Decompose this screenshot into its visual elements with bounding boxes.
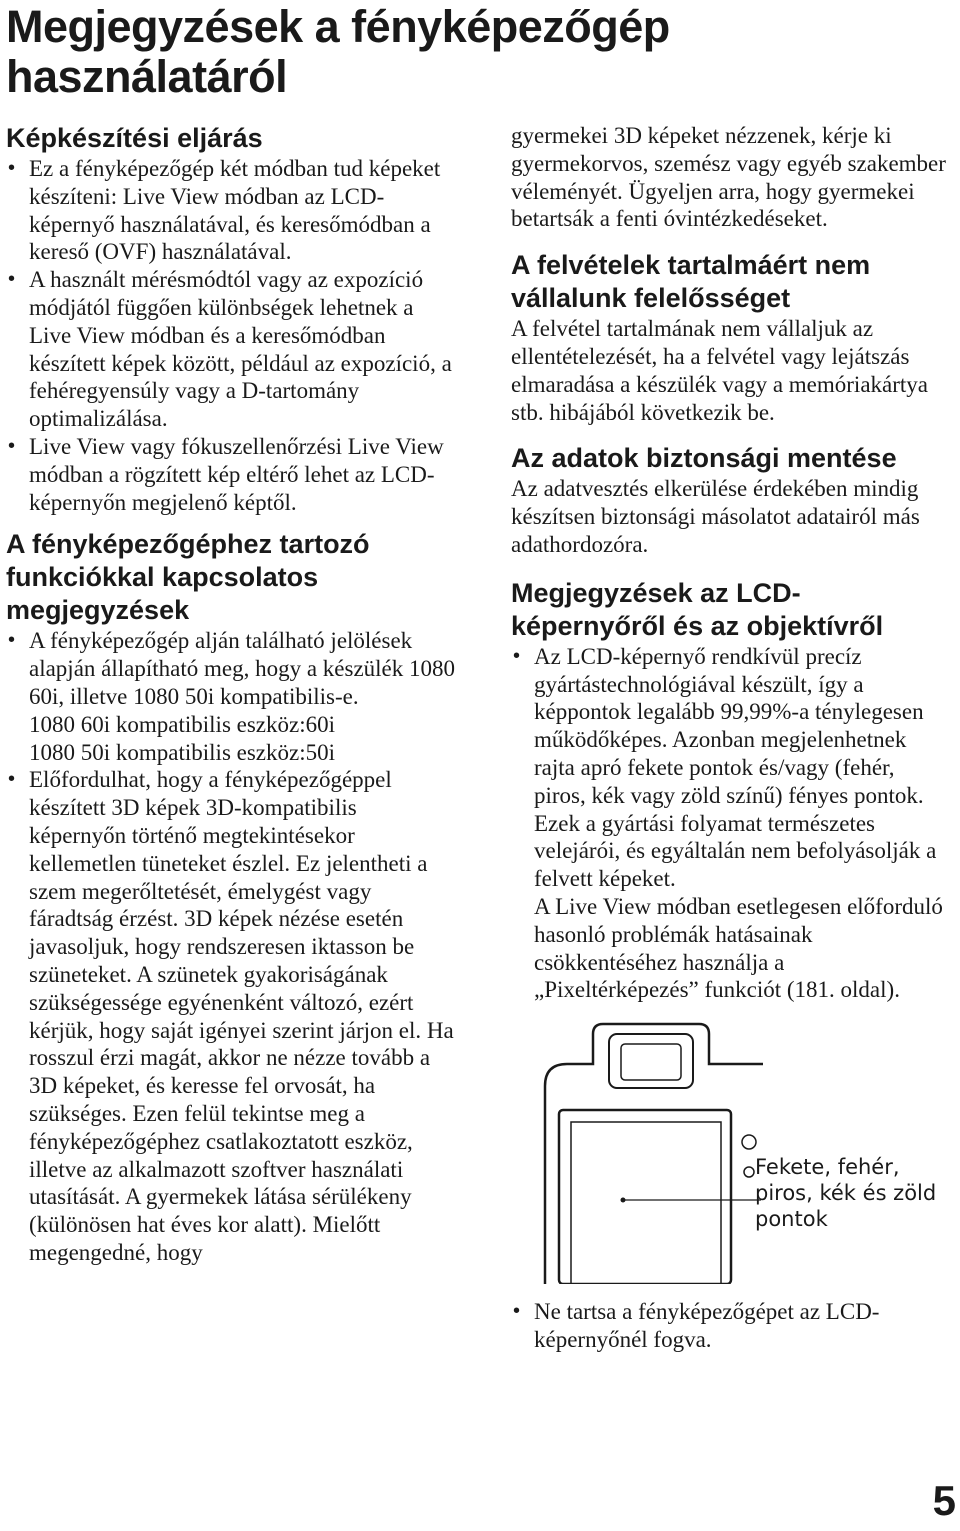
liability-text: A felvétel tartalmának nem vállaljuk az ellentételezését, ha a felvétel vagy lejátszás elmaradása a készülék vagy a memóriakártya stb. hibájából következik be.	[511, 316, 928, 425]
left-column	[6, 122, 458, 1267]
list-item: • Ne tartsa a fényképezőgépet az LCD-képernyőnél fogva.	[511, 1298, 951, 1354]
list-item: • Ez a fényképezőgép két módban tud képeket készíteni: Live View módban az LCD-képernyő használatával, és keresőmódban a kereső (OVF) használatával.	[6, 155, 458, 266]
section-heading-backup: Az adatok biztonsági mentése	[511, 443, 897, 474]
continuation-text: gyermekei 3D képeket nézzenek, kérje ki gyermekorvos, szemész vagy egyéb szakember véleményét. Ügyeljen arra, hogy gyermekei betartsák a fenti óvintézkedéseket.	[511, 123, 946, 232]
lcd-notes-list-2	[511, 1298, 951, 1354]
section-heading-functions: A fényképezőgéphez tartozó funkciókkal kapcsolatos megjegyzések	[6, 529, 370, 626]
section-heading-lcd: Megjegyzések az LCD-képernyőről és az objektívről	[511, 577, 884, 641]
list-item	[6, 627, 458, 766]
functions-notes-list	[6, 627, 458, 1266]
list-item-text: A fényképezőgép alján található jelölések alapján állapítható meg, hogy a készülék 1080 60i, illetve 1080 50i kompatibilis-e.	[29, 628, 456, 709]
page-number: 5	[932, 1477, 956, 1524]
figure-callout-label: Fekete, fehér, piros, kék és zöld pontok	[755, 1155, 937, 1232]
list-item: • Live View vagy fókuszellenőrzési Live View módban a rögzített kép eltérő lehet az LCD-képernyőn megjelenő képtől.	[6, 433, 458, 516]
list-item: • Előfordulhat, hogy a fényképezőgéppel készített 3D képek 3D-kompatibilis képernyőn történő megtekintésekor kellemetlen tüneteket észlel. Ez jelentheti a szem megerőltetését, émelygést vagy fáradtság érzést. 3D képek nézése esetén javasoljuk, hogy rendszeresen iktasson be szüneteket. A szünetek gyakoriságának szükségessége egyénenként változó, ezért kérjük, hogy saját igényei szerint járjon el. Ha rosszul érzi magát, akkor ne nézze tovább a 3D képeket, és keresse fel orvosát, ha szükséges. Ezen felül tekintse meg a fényképezőgéphez csatlakoztatott eszköz, illetve az alkalmazott szoftver használati utasítását. A gyermekek látása sérülékeny (különösen hat éves kor alatt). Mielőtt megengedné, hogy	[6, 766, 458, 1266]
section-heading-liability: A felvételek tartalmáért nem vállalunk felelősséget	[511, 250, 871, 314]
backup-text: Az adatvesztés elkerülése érdekében mindig készítsen biztonsági másolatot adatairól más adathordozóra.	[511, 476, 920, 557]
right-column	[511, 122, 951, 1354]
section-heading-capture: Képkészítési eljárás	[6, 123, 263, 153]
list-item-text: Az LCD-képernyő rendkívül precíz gyártástechnológiával készült, így a képpontok legalább 99,99%-a ténylegesen működőképes. Azonban megjelenhetnek rajta apró fekete pontok és/vagy (fehér, piros, kék vagy zöld színű) fényes pontok. Ezek a gyártási folyamat természetes velejárói, és egyáltalán nem befolyásolják a felvett képeket.	[534, 643, 937, 892]
list-item	[511, 643, 951, 1004]
list-item: • A használt mérésmódtól vagy az expozíció módjától függően különbségek lehetnek a Live View módban és a keresőmódban készített képek között, például az expozíció, a fehéregyensúly vagy a D-tartomány optimalizálása.	[6, 266, 458, 433]
camera-lcd-figure	[511, 1022, 951, 1284]
lcd-notes-list	[511, 643, 951, 1004]
compat-line-50i: 1080 50i kompatibilis eszköz:50i	[29, 739, 335, 765]
compat-line-60i: 1080 60i kompatibilis eszköz:60i	[29, 711, 335, 737]
page-title: Megjegyzések a fényképezőgép használatáról	[6, 1, 670, 102]
list-item-extra: A Live View módban esetlegesen előforduló hasonló problémák hatásainak csökkentéséhez használja a „Pixeltérképezés” funkciót (181. oldal).	[534, 893, 943, 1003]
camera-back-illustration	[511, 1022, 771, 1284]
capture-notes-list	[6, 155, 458, 516]
